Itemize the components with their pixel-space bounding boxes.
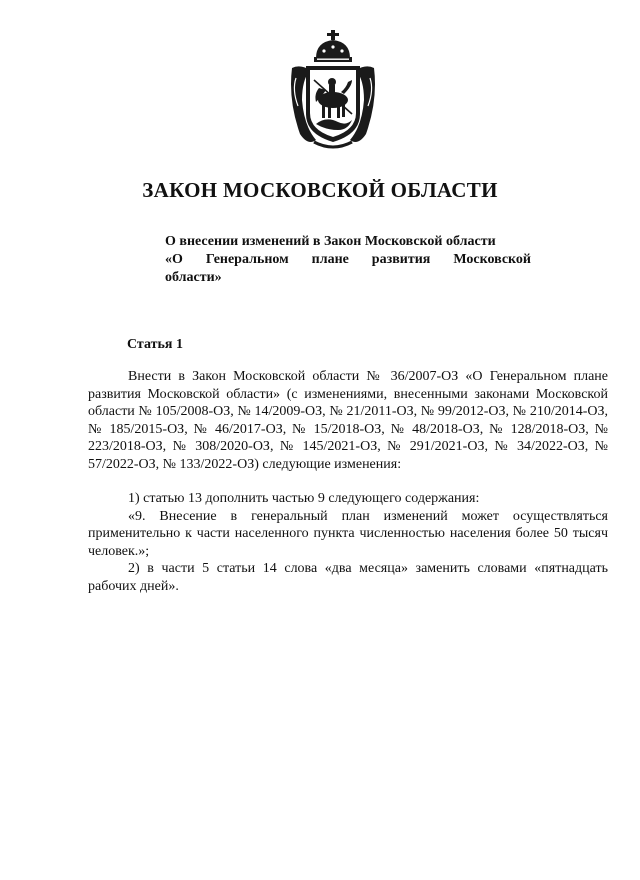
subject-line-3: области» — [165, 270, 222, 285]
amendment-item-1: 1) статью 13 дополнить частью 9 следующего содержания: — [128, 491, 480, 506]
subject-line-2: «О Генеральном плане развития Московской — [165, 252, 531, 267]
amendment-item-1-quote: «9. Внесение в генеральный план изменений может осуществляться применительно к части населенного пункта численностью населения более 50 тысяч человек.»; — [88, 508, 608, 559]
amendment-item-2: 2) в части 5 статьи 14 слова «два месяца» заменить словами «пятнадцать рабочих дней». — [88, 561, 608, 594]
law-subject — [165, 233, 531, 287]
article-heading: Статья 1 — [127, 337, 183, 352]
moscow-oblast-coat-of-arms-icon — [286, 30, 380, 152]
intro-paragraph: Внести в Закон Московской области № 36/2007-ОЗ «О Генеральном плане развития Московской области» (с изменениями, внесенными законами Московской области № 105/2008-ОЗ, № 14/2009-ОЗ, № 21/2011-ОЗ, № 99/2012-ОЗ, № 210/2014-ОЗ, № 185/2015-ОЗ, № 46/2017-ОЗ, № 15/2018-ОЗ, № 48/2018-ОЗ, № 128/2018-ОЗ, № 223/2018-ОЗ, № 308/2020-ОЗ, № 145/2021-ОЗ, № 291/2021-ОЗ, № 34/2022-ОЗ, № 57/2022-ОЗ, № 133/2022-ОЗ) следующие изменения: — [88, 369, 608, 472]
subject-line-1: О внесении изменений в Закон Московской области — [165, 234, 496, 249]
article-body — [88, 368, 608, 595]
document-title: ЗАКОН МОСКОВСКОЙ ОБЛАСТИ — [142, 178, 498, 202]
